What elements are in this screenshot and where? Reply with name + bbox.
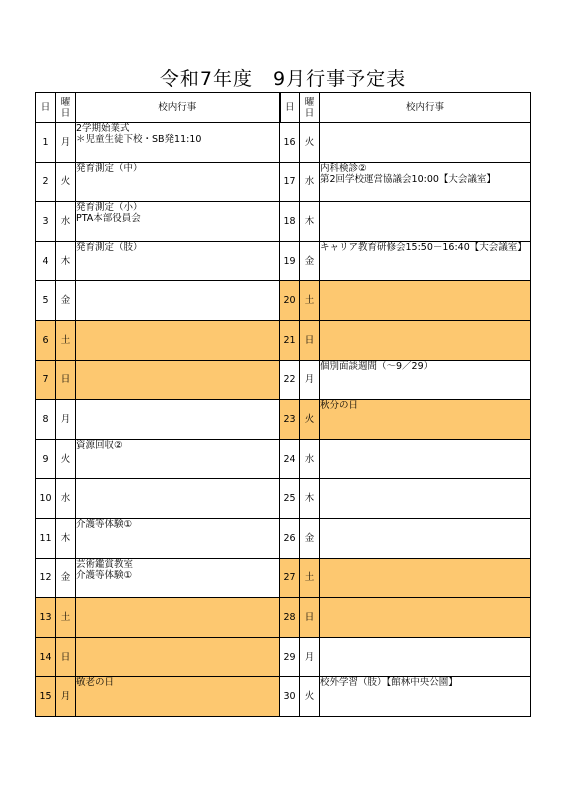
events-cell [76, 123, 280, 163]
table-row [36, 677, 531, 717]
events-cell [320, 360, 531, 400]
day-cell: 2 [36, 162, 56, 202]
event-text: 発育測定（肢） [76, 241, 143, 253]
events-cell [320, 439, 531, 479]
weekday-cell: 木 [300, 202, 320, 242]
weekday-cell: 木 [56, 518, 76, 558]
event-text: 介護等体験① [76, 518, 133, 530]
day-cell: 6 [36, 320, 56, 360]
weekday-cell: 土 [300, 281, 320, 321]
day-cell: 17 [280, 162, 300, 202]
day-cell: 8 [36, 400, 56, 440]
schedule-table [35, 92, 531, 717]
event-text: 校外学習（肢）【館林中央公園】 [320, 677, 458, 689]
weekday-cell: 火 [300, 123, 320, 163]
event-text: 発育測定（小） [76, 202, 143, 214]
event-text: 2学期始業式 [76, 123, 130, 134]
day-cell: 24 [280, 439, 300, 479]
table-row [36, 281, 531, 321]
table-row [36, 558, 531, 598]
events-cell [76, 241, 280, 281]
weekday-cell: 水 [300, 439, 320, 479]
event-text: 芸術鑑賞教室 [76, 558, 134, 570]
header-day: 日 [280, 93, 300, 123]
day-cell: 23 [280, 400, 300, 440]
events-cell [320, 637, 531, 677]
header-weekday: 曜日 [300, 93, 320, 123]
day-cell: 14 [36, 637, 56, 677]
weekday-cell: 月 [56, 400, 76, 440]
header-row [36, 93, 531, 123]
weekday-cell: 水 [56, 202, 76, 242]
day-cell: 16 [280, 123, 300, 163]
weekday-cell: 月 [300, 360, 320, 400]
weekday-cell: 火 [56, 439, 76, 479]
event-text: 秋分の日 [320, 400, 359, 412]
table-row [36, 123, 531, 163]
day-cell: 21 [280, 320, 300, 360]
events-cell [320, 518, 531, 558]
events-cell [320, 558, 531, 598]
table-row [36, 360, 531, 400]
header-events: 校内行事 [320, 93, 531, 123]
table-row [36, 439, 531, 479]
events-cell [76, 202, 280, 242]
weekday-cell: 月 [300, 637, 320, 677]
weekday-cell: 金 [56, 281, 76, 321]
weekday-cell: 日 [300, 320, 320, 360]
day-cell: 15 [36, 677, 56, 717]
weekday-cell: 土 [56, 598, 76, 638]
events-cell [76, 677, 280, 717]
weekday-cell: 金 [300, 241, 320, 281]
header-day: 日 [36, 93, 56, 123]
event-text: キャリア教育研修会15:50－16:40【大会議室】 [320, 241, 527, 253]
events-cell [76, 598, 280, 638]
weekday-cell: 木 [300, 479, 320, 519]
day-cell: 28 [280, 598, 300, 638]
table-row [36, 598, 531, 638]
events-cell [320, 202, 531, 242]
weekday-cell: 水 [300, 162, 320, 202]
day-cell: 18 [280, 202, 300, 242]
events-cell [320, 162, 531, 202]
day-cell: 11 [36, 518, 56, 558]
header-weekday: 曜日 [56, 93, 76, 123]
events-cell [76, 439, 280, 479]
event-text: 内科検診② [320, 162, 367, 174]
events-cell [76, 400, 280, 440]
events-cell [76, 558, 280, 598]
event-text: 介護等体験① [76, 569, 133, 581]
table-row [36, 241, 531, 281]
events-cell [320, 123, 531, 163]
day-cell: 19 [280, 241, 300, 281]
weekday-cell: 火 [300, 677, 320, 717]
table-row [36, 637, 531, 677]
table-row [36, 518, 531, 558]
weekday-cell: 月 [56, 123, 76, 163]
weekday-cell: 日 [56, 360, 76, 400]
events-cell [320, 241, 531, 281]
day-cell: 7 [36, 360, 56, 400]
weekday-cell: 日 [56, 637, 76, 677]
day-cell: 10 [36, 479, 56, 519]
event-text: 第2回学校運営協議会10:00【大会議室】 [320, 173, 496, 185]
event-text: 発育測定（中） [76, 162, 143, 174]
weekday-cell: 土 [56, 320, 76, 360]
day-cell: 30 [280, 677, 300, 717]
day-cell: 20 [280, 281, 300, 321]
events-cell [320, 598, 531, 638]
table-row [36, 400, 531, 440]
events-cell [320, 320, 531, 360]
header-events: 校内行事 [76, 93, 280, 123]
day-cell: 22 [280, 360, 300, 400]
table-row [36, 320, 531, 360]
day-cell: 25 [280, 479, 300, 519]
table-row [36, 202, 531, 242]
table-row [36, 479, 531, 519]
day-cell: 13 [36, 598, 56, 638]
day-cell: 29 [280, 637, 300, 677]
events-cell [76, 320, 280, 360]
day-cell: 3 [36, 202, 56, 242]
weekday-cell: 金 [56, 558, 76, 598]
day-cell: 26 [280, 518, 300, 558]
weekday-cell: 日 [300, 598, 320, 638]
event-text: 敬老の日 [76, 677, 115, 689]
table-row [36, 162, 531, 202]
day-cell: 1 [36, 123, 56, 163]
events-cell [76, 162, 280, 202]
weekday-cell: 火 [56, 162, 76, 202]
events-cell [320, 479, 531, 519]
events-cell [76, 281, 280, 321]
weekday-cell: 土 [300, 558, 320, 598]
day-cell: 9 [36, 439, 56, 479]
weekday-cell: 火 [300, 400, 320, 440]
weekday-cell: 水 [56, 479, 76, 519]
events-cell [76, 637, 280, 677]
day-cell: 5 [36, 281, 56, 321]
day-cell: 27 [280, 558, 300, 598]
day-cell: 12 [36, 558, 56, 598]
weekday-cell: 月 [56, 677, 76, 717]
weekday-cell: 木 [56, 241, 76, 281]
events-cell [320, 677, 531, 717]
day-cell: 4 [36, 241, 56, 281]
event-text: ＊児童生徒下校・SB発11:10 [76, 134, 202, 145]
weekday-cell: 金 [300, 518, 320, 558]
event-text: PTA本部役員会 [76, 213, 141, 225]
events-cell [76, 360, 280, 400]
events-cell [76, 479, 280, 519]
event-text: 資源回収② [76, 439, 123, 451]
events-cell [320, 400, 531, 440]
events-cell [320, 281, 531, 321]
page-title: 令和7年度 9月行事予定表 [159, 68, 407, 90]
event-text: 個別面談週間（～9／29） [320, 360, 434, 372]
events-cell [76, 518, 280, 558]
